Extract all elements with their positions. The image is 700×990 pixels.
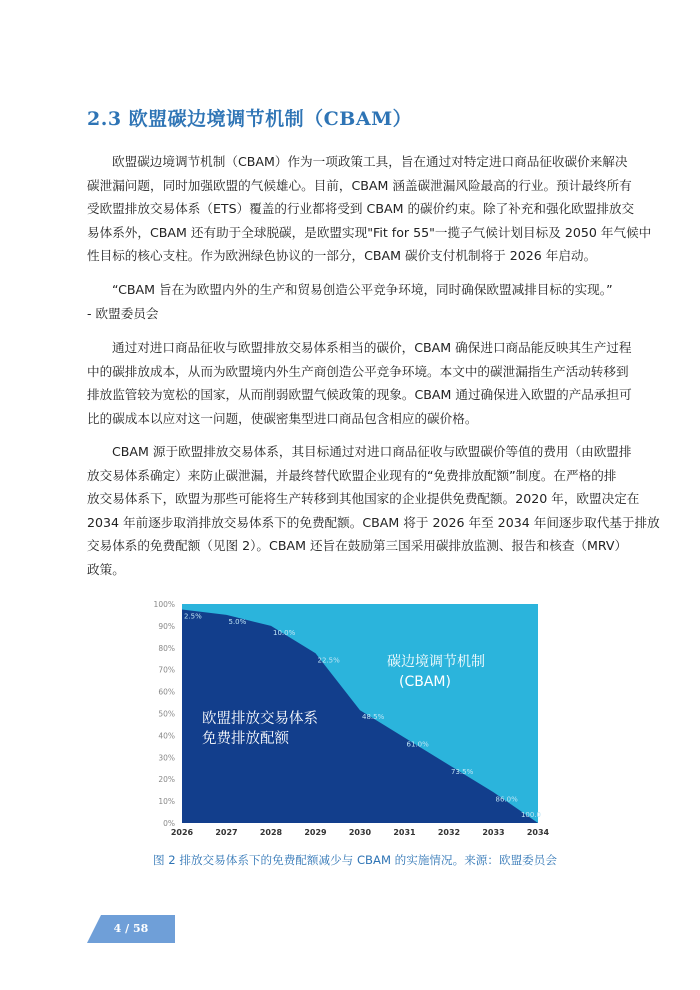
chart-svg (145, 591, 560, 839)
y-tick-label: 30% (158, 753, 175, 763)
x-tick-label: 2028 (259, 828, 283, 837)
y-tick-label: 80% (158, 643, 175, 653)
y-tick-label: 90% (158, 621, 175, 631)
data-label: 22.5% (317, 656, 340, 665)
text-line: 政策。 (87, 561, 125, 577)
y-tick-label: 100% (153, 600, 175, 609)
y-tick-label: 60% (158, 687, 175, 697)
paragraph-intro (87, 150, 652, 268)
page-number: 4 / 58 (113, 922, 149, 935)
x-tick-label: 2031 (393, 828, 416, 837)
y-tick-label: 40% (158, 731, 175, 741)
page-number-badge (87, 915, 175, 943)
x-tick-label: 2033 (482, 828, 505, 837)
series-label-cbam: 碳边境调节机制 (387, 654, 485, 670)
data-label: 5.0% (228, 617, 247, 626)
text-line: CBAM 源于欧盟排放交易体系，其目标通过对进口商品征收与欧盟碳价等值的费用（由欧盟排 (112, 444, 632, 459)
y-tick-label: 10% (158, 797, 175, 807)
text-line: 放交易体系下，欧盟为那些可能将生产转移到其他国家的企业提供免费配额。2020 年，欧盟决定在 (87, 491, 640, 507)
series-label-cbam: (CBAM) (399, 674, 451, 690)
text-line: 排放监管较为宽松的国家，从而削弱欧盟气候政策的现象。CBAM 通过确保进入欧盟的产品承担可 (87, 387, 632, 403)
paragraph-carbon-leakage (87, 336, 632, 430)
text-line: 比的碳成本以应对这一问题，使碳密集型进口商品包含相应的碳价格。 (87, 410, 478, 426)
y-tick-label: 70% (158, 665, 175, 675)
section-heading: 2.3 欧盟碳边境调节机制（CBAM） (87, 108, 413, 130)
y-tick-label: 50% (158, 709, 175, 719)
series-label-ets: 免费排放配额 (202, 731, 289, 747)
cbam-area-chart (145, 591, 560, 839)
text-line: 性目标的核心支柱。作为欧洲绿色协议的一部分，CBAM 碳价支付机制将于 2026 年启动。 (87, 248, 597, 264)
data-label: 100.0 (520, 811, 542, 819)
x-tick-label: 2027 (215, 828, 238, 837)
y-tick-label: 20% (158, 775, 175, 785)
text-line: 碳泄漏问题，同时加强欧盟的气候雄心。目前，CBAM 涵盖碳泄漏风险最高的行业。预计最终所有 (87, 177, 632, 193)
text-line: 2034 年前逐步取消排放交易体系下的免费配额。CBAM 将于 2026 年至 2034 年间逐步取代基于排放 (87, 514, 660, 530)
data-label: 86.0% (495, 795, 518, 804)
y-tick-label: 0% (163, 819, 175, 828)
data-label: 10.0% (273, 628, 296, 637)
quote-block (87, 278, 627, 325)
data-label: 61.0% (406, 740, 429, 749)
text-line: 交易体系的免费配额（见图 2）。CBAM 还旨在鼓励第三国采用碳排放监测、报告和核查（MRV） (87, 538, 628, 554)
x-tick-label: 2034 (526, 828, 550, 837)
paragraph-ets (87, 440, 660, 582)
text-line: 中的碳排放成本，从而为欧盟境内外生产商创造公平竞争环境。本文中的碳泄漏指生产活动转移到 (87, 363, 629, 379)
x-tick-label: 2029 (304, 828, 327, 837)
text-line: 易体系外，CBAM 还有助于全球脱碳，是欧盟实现"Fit for 55"一揽子气候计划目标及 2050 年气候中 (87, 224, 652, 240)
text-line: 欧盟碳边境调节机制（CBAM）作为一项政策工具，旨在通过对特定进口商品征收碳价来解决 (112, 154, 628, 169)
series-label-ets: 欧盟排放交易体系 (202, 711, 318, 727)
quote-text: “CBAM 旨在为欧盟内外的生产和贸易创造公平竞争环境，同时确保欧盟减排目标的实现。” (112, 282, 613, 297)
text-line: 通过对进口商品征收与欧盟排放交易体系相当的碳价，CBAM 确保进口商品能反映其生产过程 (112, 340, 632, 355)
data-label: 2.5% (184, 612, 202, 621)
x-tick-label: 2026 (170, 828, 194, 837)
x-tick-label: 2030 (348, 828, 372, 837)
data-label: 48.5% (362, 713, 385, 722)
quote-attribution: - 欧盟委员会 (87, 305, 159, 321)
x-tick-label: 2032 (437, 828, 461, 837)
text-line: 受欧盟排放交易体系（ETS）覆盖的行业都将受到 CBAM 的碳价约束。除了补充和强化欧盟排放交 (87, 201, 635, 217)
data-label: 73.5% (451, 767, 474, 776)
text-line: 放交易体系确定）来防止碳泄漏，并最终替代欧盟企业现有的“免费排放配额”制度。在严格的排 (87, 467, 617, 483)
figure-caption: 图 2 排放交易体系下的免费配额减少与 CBAM 的实施情况。来源：欧盟委员会 (153, 853, 557, 867)
